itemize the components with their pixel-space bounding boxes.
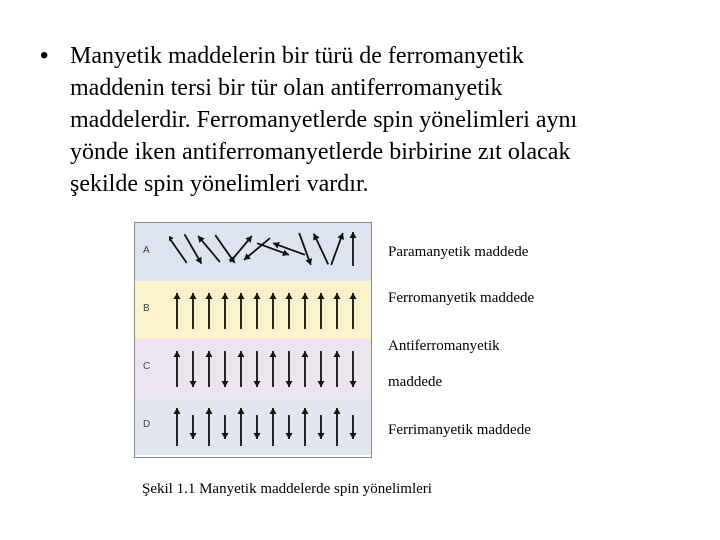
row-letter-d: D (143, 419, 151, 430)
spin-arrow (206, 408, 213, 446)
spin-arrow (206, 351, 213, 387)
row-letter-c: C (143, 361, 151, 372)
bullet-line-1: Manyetik maddelerin bir türü de ferromanyetik (70, 43, 524, 69)
spin-arrow (190, 415, 197, 439)
label-antiferromagnetic-line1: Antiferromanyetik (388, 338, 500, 354)
bullet-line-3: maddelerdir. Ferromanyetlerde spin yönelimleri aynı (70, 107, 578, 133)
label-ferromagnetic: Ferromanyetik maddede (388, 290, 535, 306)
paramagnetic-band (135, 223, 371, 281)
spin-arrow (270, 351, 277, 387)
spin-arrow (334, 351, 341, 387)
spin-arrow (254, 293, 261, 329)
row-letter-b: B (143, 303, 150, 314)
spin-arrow (334, 293, 341, 329)
spin-arrow (190, 351, 197, 387)
spin-arrow (206, 293, 213, 329)
bullet-line-5: şekilde spin yönelimleri vardır. (70, 171, 369, 197)
spin-arrow (350, 232, 357, 266)
ferrimagnetic-band (135, 397, 371, 455)
label-antiferromagnetic-line2: maddede (388, 374, 443, 390)
spin-arrow (350, 351, 357, 387)
spin-arrow (313, 234, 328, 265)
spin-arrow (318, 351, 325, 387)
spin-arrow (257, 243, 289, 256)
spin-arrow (174, 408, 181, 446)
spin-arrow (302, 408, 309, 446)
bullet-line-4: yönde iken antiferromanyetlerde birbirine zıt olacak (70, 139, 571, 165)
spin-arrow (190, 293, 197, 329)
spin-orientation-figure (134, 222, 372, 458)
spin-arrow (169, 235, 187, 263)
spin-arrow (174, 351, 181, 387)
spin-arrow (174, 293, 181, 329)
spin-arrow (238, 351, 245, 387)
spin-arrow (350, 293, 357, 329)
spin-arrow (254, 415, 261, 439)
spin-arrow (254, 351, 261, 387)
bullet-item (40, 40, 700, 200)
spin-arrow (299, 233, 312, 265)
bullet-paragraph (70, 40, 700, 200)
spin-arrow (302, 351, 309, 387)
antiferromagnetic-spin-arrows (169, 339, 369, 397)
spin-arrow (270, 408, 277, 446)
spin-arrow (222, 293, 229, 329)
spin-arrow (286, 351, 293, 387)
spin-arrow (222, 415, 229, 439)
bullet-line-2: maddenin tersi bir tür olan antiferromanyetik (70, 75, 503, 101)
bullet-dot: • (40, 42, 49, 69)
spin-arrow (331, 233, 344, 265)
spin-arrow (270, 293, 277, 329)
ferromagnetic-spin-arrows (169, 281, 369, 339)
ferrimagnetic-spin-arrows (169, 397, 369, 455)
spin-arrow (238, 293, 245, 329)
spin-arrow (286, 293, 293, 329)
ferromagnetic-band (135, 281, 371, 339)
spin-arrow (318, 415, 325, 439)
label-paramagnetic: Paramanyetik maddede (388, 244, 529, 260)
spin-arrow (334, 408, 341, 446)
row-letter-a: A (143, 245, 150, 256)
spin-arrow (238, 408, 245, 446)
label-ferrimagnetic: Ferrimanyetik maddede (388, 422, 531, 438)
antiferromagnetic-band (135, 339, 371, 397)
spin-arrow (302, 293, 309, 329)
spin-arrow (222, 351, 229, 387)
spin-arrow (318, 293, 325, 329)
spin-arrow (273, 242, 305, 255)
figure-caption: Şekil 1.1 Manyetik maddelerde spin yönelimleri (142, 481, 432, 497)
spin-arrow (286, 415, 293, 439)
paramagnetic-spin-arrows (169, 223, 369, 281)
spin-arrow (350, 415, 357, 439)
